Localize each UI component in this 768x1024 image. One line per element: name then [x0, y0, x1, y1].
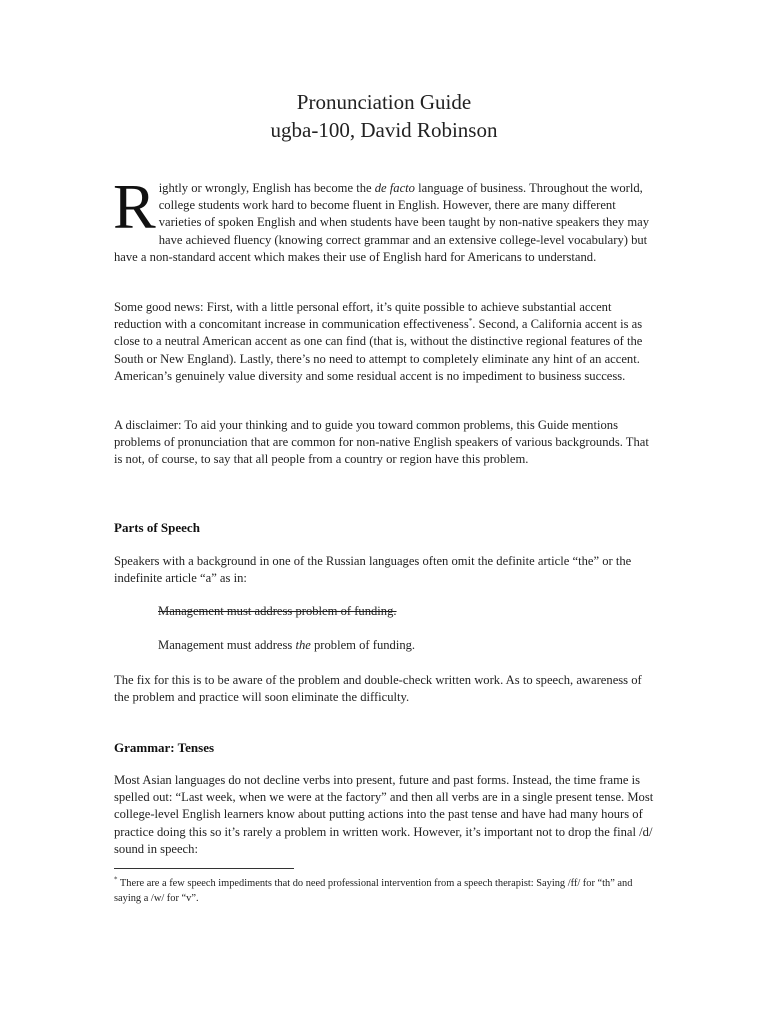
correct-example-start: Management must address [158, 638, 296, 652]
correct-example [158, 637, 415, 654]
section-heading-parts-of-speech: Parts of Speech [114, 520, 200, 535]
disclaimer-paragraph: A disclaimer: To aid your thinking and to guide you toward common problems, this Guide mentions problems of pronunciation that are common for non-native English speakers of various backgrounds. That is not, of course, to say that all people from a country or region have this problem. [114, 418, 649, 467]
page-title: Pronunciation Guide [296, 90, 472, 114]
drop-cap: R [113, 171, 156, 242]
intro-paragraph [113, 171, 654, 266]
parts-of-speech-paragraph: Speakers with a background in one of the Russian languages often omit the definite article “the” or the indefinite article “a” as in: [114, 554, 632, 586]
footnote-text: There are a few speech impediments that do need professional intervention from a speech therapist: Saying /ff/ for “th” and saying a /w/ for “v”. [114, 878, 633, 904]
grammar-tenses-paragraph: Most Asian languages do not decline verbs into present, future and past forms. Instead, the time frame is spelled out: “Last week, when we were at the factory” and then all verbs are in a single present tense. Most college-level English learners know about putting actions into the past tense and have had many hours of practice doing this so it’s rarely a problem in written work. However, it’s important not to drop the final /d/ sound in speech: [114, 773, 654, 856]
correct-example-emphasis: the [295, 638, 311, 652]
incorrect-example: Management must address problem of funding. [158, 604, 397, 618]
good-news-text-end: . Second, a California accent is as close to a neutral American accent as one can find (that is, without the distinctive regional features of the South or New England). Lastly, there’s no need to attempt to completely eliminate any hint of an accent. American’s genuinely value diversity and some residual accent is no impediment to business success. [114, 317, 643, 383]
footnote-mark: * [114, 875, 118, 884]
good-news-text-start: Some good news: First, with a little personal effort, it’s quite possible to achieve substantial accent reduction with a concomitant increase in communication effectiveness [114, 300, 612, 332]
footnote [114, 876, 659, 906]
footnote-reference[interactable]: * [468, 317, 473, 326]
intro-text-start: ightly or wrongly, English has become the [158, 181, 375, 195]
good-news-paragraph [114, 299, 654, 385]
correct-example-end: problem of funding. [310, 638, 416, 652]
page-subtitle: ugba-100, David Robinson [270, 118, 498, 142]
fix-paragraph: The fix for this is to be aware of the problem and double-check written work. As to speech, awareness of the problem and practice will soon eliminate the difficulty. [114, 673, 642, 705]
intro-emphasis: de facto [374, 181, 415, 195]
intro-text-end: language of business. Throughout the world, college students work hard to become fluent in English. However, there are many different varieties of spoken English and when students have been taught by non-native speakers they may have achieved fluency (knowing correct grammar and an extensive college-level vocabulary) but have a non-standard accent which makes their use of English hard for Americans to understand. [114, 181, 650, 264]
section-heading-grammar-tenses: Grammar: Tenses [114, 740, 215, 755]
footnote-divider [114, 868, 294, 869]
